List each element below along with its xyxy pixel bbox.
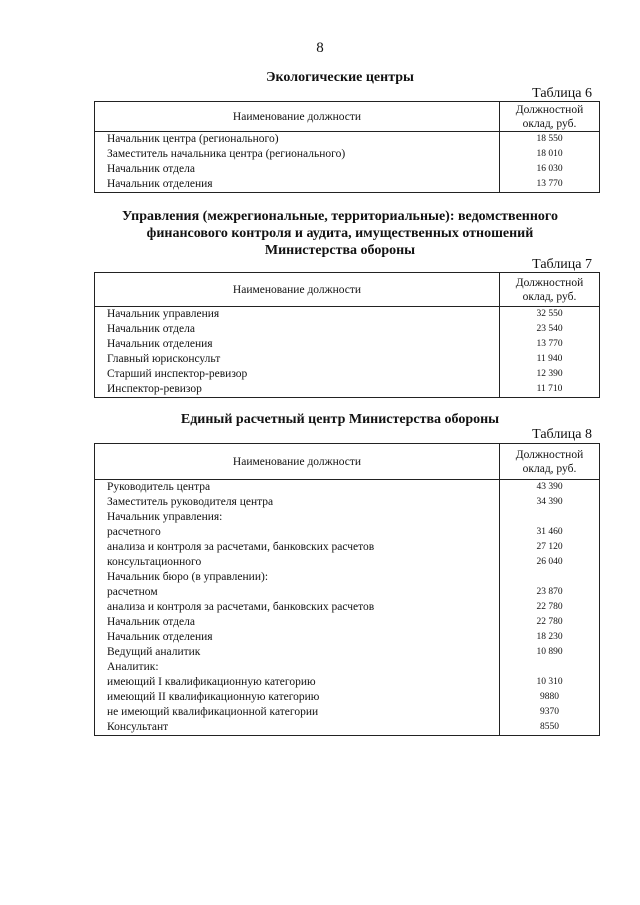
table-row (95, 307, 600, 323)
column-header-position: Наименование должности (95, 444, 500, 480)
salary-cell (500, 307, 600, 323)
section-title-line: Министерства обороны (264, 243, 416, 258)
column-header-salary-line: Должностной (515, 276, 584, 289)
position-cell (95, 615, 500, 630)
position-cell (95, 367, 500, 382)
position-name: Консультант (107, 721, 169, 733)
salary-cell (500, 480, 600, 496)
position-cell (95, 570, 500, 585)
table-row (95, 132, 600, 148)
salary-cell (500, 555, 600, 570)
position-name: Начальник отделения (107, 631, 213, 643)
salary-cell (500, 645, 600, 660)
salary-cell (500, 720, 600, 736)
table-row (95, 615, 600, 630)
column-header-salary (500, 273, 600, 307)
table-body (95, 480, 600, 736)
section-title-line: финансового контроля и аудита, имущественных отношений (146, 226, 534, 241)
position-name: имеющий II квалификационную категорию (107, 691, 320, 703)
position-cell (95, 177, 500, 193)
salary-value: 31 460 (536, 527, 563, 537)
salary-value: 18 010 (536, 149, 563, 159)
salary-cell (500, 352, 600, 367)
position-cell (95, 720, 500, 736)
position-name: Начальник отдела (107, 616, 195, 628)
position-name: Аналитик: (107, 661, 159, 673)
table-row (95, 600, 600, 615)
position-name: Начальник отдела (107, 323, 195, 335)
salary-cell (500, 322, 600, 337)
position-name: Начальник центра (регионального) (107, 133, 279, 145)
salary-value: 26 040 (536, 557, 563, 567)
salary-value: 11 710 (536, 384, 563, 394)
position-name: Заместитель начальника центра (регионального) (107, 148, 346, 160)
table-row (95, 147, 600, 162)
position-cell (95, 147, 500, 162)
section-title-line: Экологические центры (266, 70, 414, 85)
salary-cell (500, 600, 600, 615)
table-row (95, 162, 600, 177)
table-row (95, 690, 600, 705)
salary-value: 9370 (540, 707, 559, 717)
position-cell (95, 480, 500, 496)
salary-table-8 (94, 443, 600, 736)
salary-value: 43 390 (536, 482, 563, 492)
table-row (95, 660, 600, 675)
table-row (95, 322, 600, 337)
salary-cell (500, 525, 600, 540)
salary-value: 18 550 (536, 134, 563, 144)
table-row (95, 352, 600, 367)
salary-cell (500, 675, 600, 690)
salary-cell (500, 570, 600, 585)
section-title-line: Управления (межрегиональные, территориальные): ведомственного (122, 209, 558, 224)
table-row (95, 177, 600, 193)
position-cell (95, 382, 500, 398)
position-name: Начальник отделения (107, 338, 213, 350)
salary-cell (500, 705, 600, 720)
position-cell (95, 675, 500, 690)
salary-cell (500, 147, 600, 162)
position-cell (95, 525, 500, 540)
salary-value: 12 390 (536, 369, 563, 379)
salary-cell (500, 660, 600, 675)
section-title-audit-departments (80, 208, 600, 259)
position-cell (95, 322, 500, 337)
position-cell (95, 600, 500, 615)
column-header-salary-line: оклад, руб. (522, 117, 577, 130)
salary-cell (500, 337, 600, 352)
salary-value: 8550 (540, 722, 559, 732)
salary-cell (500, 615, 600, 630)
position-name: Начальник управления (107, 308, 220, 320)
table-row (95, 495, 600, 510)
column-header-salary-line: Должностной (515, 448, 584, 461)
position-cell (95, 337, 500, 352)
table-row (95, 555, 600, 570)
column-header-salary (500, 444, 600, 480)
salary-cell (500, 132, 600, 148)
position-name: анализа и контроля за расчетами, банковских расчетов (107, 601, 375, 613)
position-cell (95, 555, 500, 570)
table-row (95, 337, 600, 352)
salary-cell (500, 162, 600, 177)
position-name: консультационного (107, 556, 202, 568)
table-row (95, 675, 600, 690)
page-number: 8 (316, 40, 324, 56)
table-row (95, 630, 600, 645)
position-name: имеющий I квалификационную категорию (107, 676, 316, 688)
salary-value: 32 550 (536, 309, 563, 319)
salary-value: 10 890 (536, 647, 563, 657)
position-name: анализа и контроля за расчетами, банковских расчетов (107, 541, 375, 553)
salary-value (500, 510, 599, 525)
position-name: Начальник управления: (107, 511, 223, 523)
position-cell (95, 162, 500, 177)
salary-value: 11 940 (536, 354, 563, 364)
salary-value: 16 030 (536, 164, 563, 174)
table-row (95, 382, 600, 398)
position-name: Инспектор-ревизор (107, 383, 202, 395)
position-name: Заместитель руководителя центра (107, 496, 274, 508)
salary-value: 13 770 (536, 179, 563, 189)
salary-value: 9880 (540, 692, 559, 702)
salary-cell (500, 177, 600, 193)
position-name: расчетного (107, 526, 161, 538)
position-name: Руководитель центра (107, 481, 211, 493)
position-cell (95, 307, 500, 323)
table-label: Таблица 8 (532, 427, 592, 442)
salary-value (500, 660, 599, 675)
table-label: Таблица 6 (532, 86, 592, 101)
section-title-ecological-centers (80, 69, 600, 86)
position-cell (95, 540, 500, 555)
position-cell (95, 495, 500, 510)
salary-value: 22 780 (536, 602, 563, 612)
salary-value: 34 390 (536, 497, 563, 507)
salary-cell (500, 585, 600, 600)
salary-value: 23 540 (536, 324, 563, 334)
column-header-salary-line: оклад, руб. (522, 462, 577, 475)
table-row (95, 510, 600, 525)
section-title-settlement-center (80, 411, 600, 428)
position-name: расчетном (107, 586, 158, 598)
position-name: не имеющий квалификационной категории (107, 706, 319, 718)
column-header-salary-line: оклад, руб. (522, 290, 577, 303)
position-name: Начальник отдела (107, 163, 195, 175)
table-row (95, 720, 600, 736)
column-header-position: Наименование должности (95, 273, 500, 307)
salary-cell (500, 510, 600, 525)
table-row (95, 570, 600, 585)
salary-cell (500, 495, 600, 510)
salary-cell (500, 367, 600, 382)
position-name: Старший инспектор-ревизор (107, 368, 248, 380)
table-row (95, 540, 600, 555)
salary-table-6 (94, 101, 600, 193)
position-name: Начальник бюро (в управлении): (107, 571, 269, 583)
position-name: Главный юрисконсульт (107, 353, 221, 365)
salary-cell (500, 690, 600, 705)
salary-value: 13 770 (536, 339, 563, 349)
table-row (95, 705, 600, 720)
table-row (95, 525, 600, 540)
salary-value: 10 310 (536, 677, 563, 687)
table-row (95, 480, 600, 496)
position-cell (95, 660, 500, 675)
position-cell (95, 132, 500, 148)
table-body (95, 132, 600, 193)
section-title-line: Единый расчетный центр Министерства обороны (180, 412, 500, 427)
position-cell (95, 352, 500, 367)
table-label: Таблица 7 (532, 257, 592, 272)
position-cell (95, 705, 500, 720)
salary-cell (500, 540, 600, 555)
salary-value: 27 120 (536, 542, 563, 552)
table-row (95, 585, 600, 600)
position-name: Начальник отделения (107, 178, 213, 190)
position-cell (95, 630, 500, 645)
table-row (95, 645, 600, 660)
salary-cell (500, 630, 600, 645)
salary-value: 18 230 (536, 632, 563, 642)
column-header-position: Наименование должности (95, 102, 500, 132)
salary-value: 22 780 (536, 617, 563, 627)
position-cell (95, 690, 500, 705)
column-header-salary-line: Должностной (515, 103, 584, 116)
salary-table-7 (94, 272, 600, 398)
position-cell (95, 510, 500, 525)
table-body (95, 307, 600, 398)
table-row (95, 367, 600, 382)
salary-value: 23 870 (536, 587, 563, 597)
position-cell (95, 645, 500, 660)
column-header-salary (500, 102, 600, 132)
salary-cell (500, 382, 600, 398)
position-cell (95, 585, 500, 600)
position-name: Ведущий аналитик (107, 646, 201, 658)
salary-value (500, 570, 599, 585)
